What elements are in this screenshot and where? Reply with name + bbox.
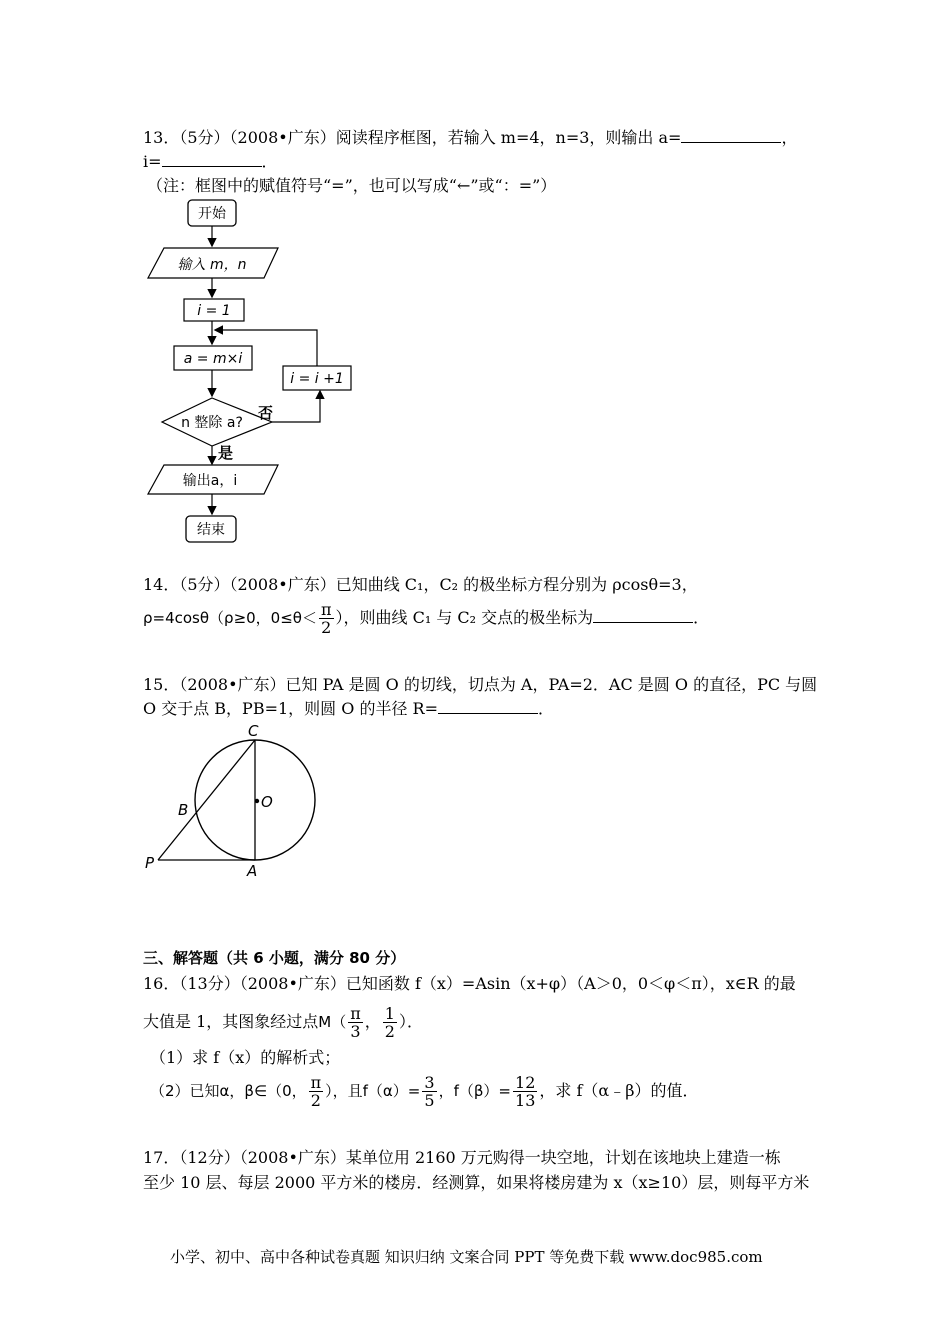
center-dot [255,799,259,803]
page-footer: 小学、初中、高中各种试卷真题 知识归纳 文案合同 PPT 等免费下载 www.doc985.com [170,1248,763,1266]
q13-line1: 13．（5分）（2008•广东）阅读程序框图，若输入 m=4，n=3，则输出 a= ， [143,128,798,147]
flow-assign-text: a = m×i [183,351,243,367]
flow-init-text: i = 1 [197,303,231,319]
circle-figure [140,718,330,880]
q16-frac-pi3: $\frac{\pi}{3}$ [350,1004,361,1041]
flow-incr-text: i = i +1 [290,371,344,387]
q17-line2: 至少 10 层、每层 2000 平方米的楼房．经测算，如果将楼房建为 x（x≥10）层，则每平方米 [143,1173,810,1192]
label-b: B [178,801,189,819]
q14-line2: ρ=4cosθ（ρ≥0，0≤θ＜ $\frac{\pi}{2}$ ），则曲线 C₁ 与 C₂ 交点的极坐标为 ． [143,600,710,637]
label-o: O [261,793,273,811]
q15-line2: O 交于点 B，PB=1，则圆 O 的半径 R= ． [143,699,555,718]
q16-frac-12-13: $\frac{12}{13}$ [515,1073,536,1110]
q16-part1: （1）求 f（x）的解析式； [150,1048,341,1067]
answer-blank-a[interactable] [681,128,781,143]
q16-line2: 大值是 1，其图象经过点M（ $\frac{\pi}{3}$ ， $\frac{1}{2}$ ）． [143,1004,423,1041]
answer-blank-q15[interactable] [438,699,538,714]
flow-no-label: 否 [258,404,274,422]
answer-blank-i[interactable] [162,152,262,167]
label-a: A [247,862,258,880]
secant-pc [158,740,255,860]
q13-note: （注：框图中的赋值符号“=”，也可以写成“←”或“：=”） [147,176,557,195]
flow-output-text: 输出a，i [182,473,238,489]
flow-input-text: 输入 m，n [177,257,247,273]
q14-fraction: $\frac{\pi}{2}$ [320,600,332,637]
label-p: P [145,854,155,872]
section-title: 三、解答题（共 6 小题，满分 80 分） [143,949,406,967]
q14-line1: 14．（5分）（2008•广东）已知曲线 C₁，C₂ 的极坐标方程分别为 ρcosθ=3， [143,575,698,594]
q16-part2: （2）已知α，β∈（0， $\frac{\pi}{2}$ ），且f（α）= $\frac{3}{5}$ ，f（β）= $\frac{12}{13}$ ，求 f（α﹣β）的值． [150,1073,699,1110]
answer-blank-q14[interactable] [593,608,693,623]
q16-line1: 16．（13分）（2008•广东）已知函数 f（x）=Asin（x+φ）（A＞0，0＜φ＜π），x∈R 的最 [143,974,796,993]
flow-end-text: 结束 [197,522,225,538]
flow-cond-text: n 整除 a? [181,415,243,431]
q17-line1: 17．（12分）（2008•广东）某单位用 2160 万元购得一块空地，计划在该地块上建造一栋 [143,1148,781,1167]
q16-frac-3-5: $\frac{3}{5}$ [424,1073,435,1110]
label-c: C [248,722,259,740]
q15-line1: 15．（2008•广东）已知 PA 是圆 O 的切线，切点为 A，PA=2．AC 是圆 O 的直径，PC 与圆 [143,675,818,694]
q16-frac-pi2: $\frac{\pi}{2}$ [310,1073,322,1110]
flow-yes-label: 是 [218,444,234,462]
q16-frac-half: $\frac{1}{2}$ [384,1004,395,1041]
flow-start-text: 开始 [198,206,226,222]
flowchart [140,198,370,550]
q13-line2: i= ． [143,152,278,171]
